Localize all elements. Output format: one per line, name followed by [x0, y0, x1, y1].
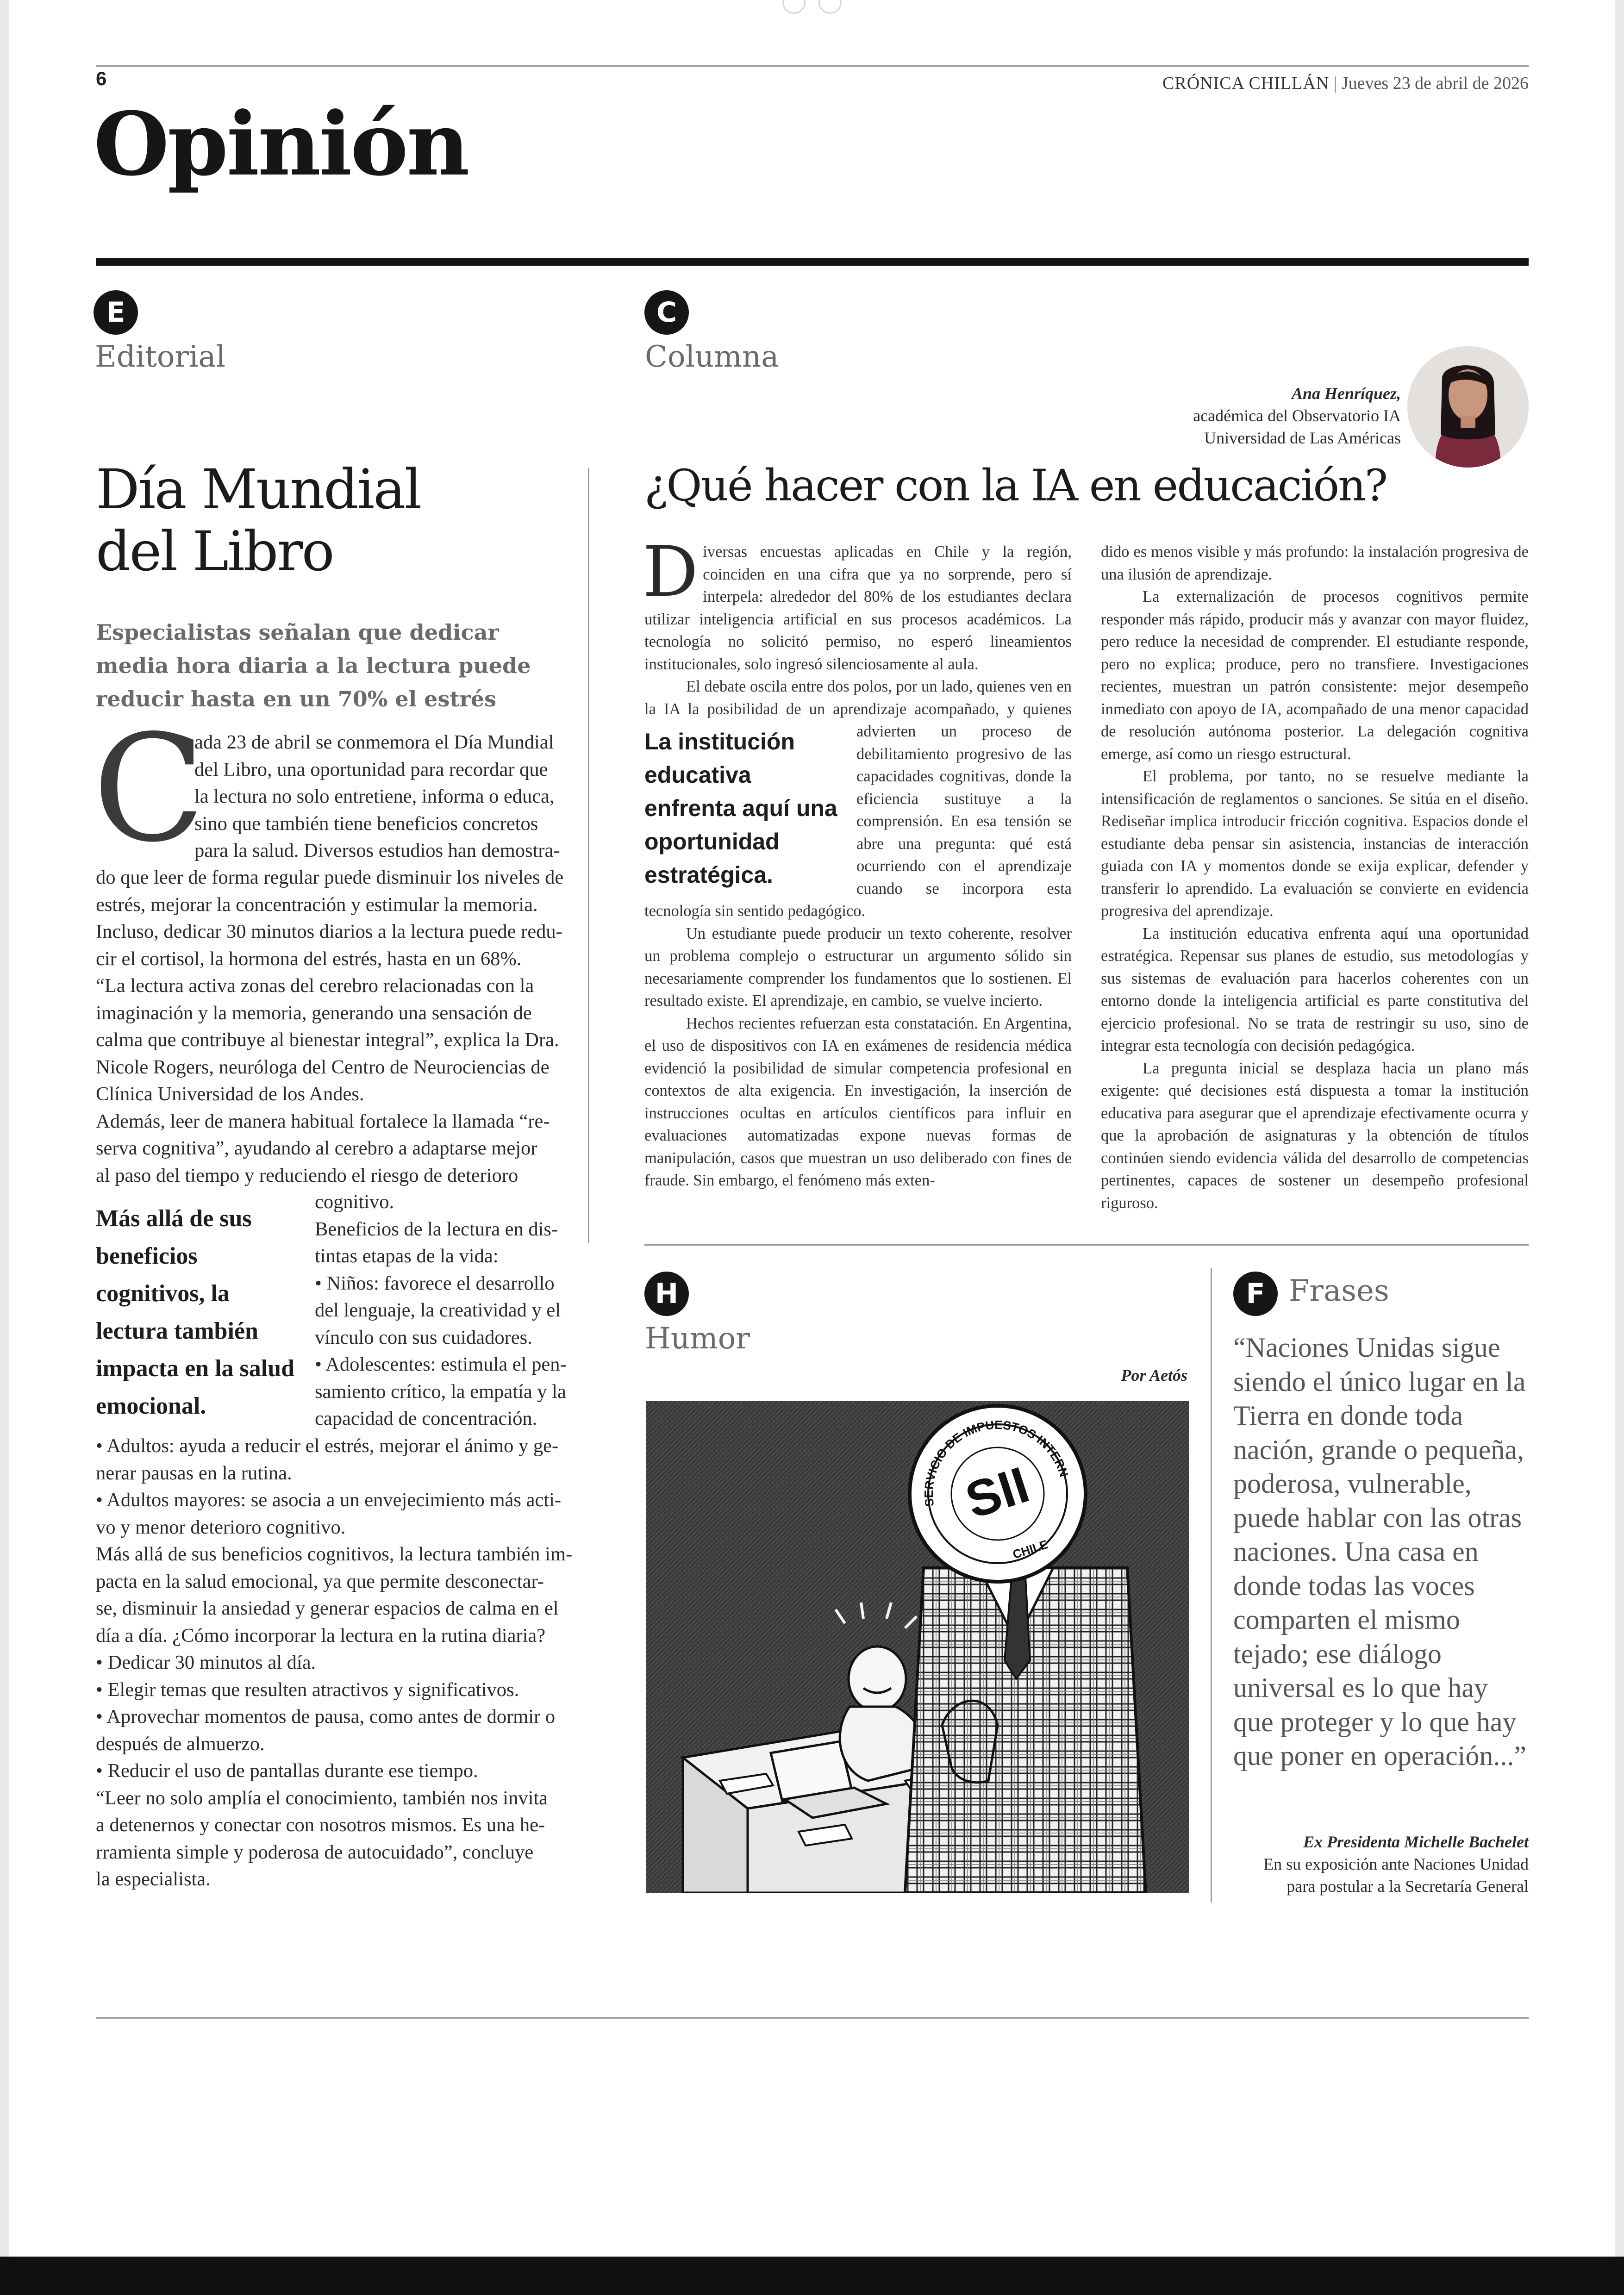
text-line: se, disminuir la ansiedad y generar espacios de calma en el — [96, 1597, 559, 1619]
editorial-title — [96, 458, 420, 582]
text-line: vínculo con sus cuidadores. — [315, 1326, 532, 1348]
text-line: ada 23 de abril se conmemora el Día Mundial — [194, 731, 554, 753]
column-paragraph: El problema, por tanto, no se resuelve mediante la intensificación de reglamentos o sanciones. Se sitúa en el diseño. Rediseñar implica introducir fricción cognitiva. Espacios donde el estudiante deba pensar sin asistencia, instancias de interacción guiada con IA y momentos donde se exija explicar, defender y transferir lo aprendido. La evaluación se convierte en evidencia progresiva del aprendizaje. — [1101, 767, 1529, 920]
text-line: cognitivo. — [315, 1191, 394, 1213]
page-number: 6 — [96, 68, 107, 89]
author-byline — [1065, 382, 1401, 449]
editorial-body — [96, 864, 563, 1189]
text-line: • Adolescentes: estimula el pen- — [315, 1353, 567, 1375]
column-badge: C — [644, 290, 689, 335]
publication-name: CRÓNICA CHILLÁN — [1162, 74, 1330, 93]
frases-context: para postular a la Secretaría General — [1287, 1877, 1529, 1896]
editorial-body-right — [315, 1189, 567, 1433]
text-line: • Reducir el uso de pantallas durante ese tiempo. — [96, 1760, 478, 1782]
author-institution: Universidad de Las Américas — [1204, 429, 1401, 447]
humor-credit: Por Aetós — [1121, 1366, 1187, 1384]
section-title: Opinión — [94, 93, 468, 195]
editorial-drop-cap: C — [93, 703, 206, 874]
editorial-title-line2: del Libro — [96, 519, 333, 583]
editorial-label: Editorial — [95, 340, 226, 374]
text-line: Nicole Rogers, neuróloga del Centro de Neurociencias de — [96, 1056, 550, 1078]
text-line: calma que contribuye al bienestar integral”, explica la Dra. — [96, 1029, 559, 1051]
text-line: • Dedicar 30 minutos al día. — [96, 1652, 316, 1673]
text-line: • Aprovechar momentos de pausa, como antes de dormir o — [96, 1706, 556, 1727]
column-paragraph: La institución educativa enfrenta aquí una oportunidad estratégica. Repensar sus planes de estudio, sus metodologías y sus sistemas de evaluación para hacerlos coherentes con un entorno donde la inteligencia artificial es parte constitutiva del ejercicio profesional. No se trata de restringir su uso, sino de integrar esta tecnología con decisión pedagógica. — [1101, 924, 1529, 1054]
page-nav-dots[interactable] — [782, 0, 843, 14]
text-line: Clínica Universidad de los Andes. — [96, 1083, 364, 1105]
column-paragraph-continued: dido es menos visible y más profundo: la instalación progresiva de una ilusión de aprendizaje. — [1101, 543, 1529, 583]
masthead-line — [1162, 73, 1529, 94]
column-paragraph: La externalización de procesos cognitivos permite responder más rápido, producir más y avanzar con mayor fluidez, pero reduce la necesidad de comprender. El estudiante responde, pero no explica; produce, pero no transfiere. Investigaciones recientes, muestran un patrón consistente: mejor desempeño inmediato con apoyo de IA, acompañado de una menor capacidad de resolución autónoma posterior. La delegación cognitiva emerge, así como un riesgo estructural. — [1101, 588, 1529, 763]
text-line: “La lectura activa zonas del cerebro relacionadas con la — [96, 975, 534, 997]
frases-divider — [1211, 1268, 1212, 1902]
section-rule — [96, 258, 1529, 266]
publication-date: Jueves 23 de abril de 2026 — [1341, 74, 1529, 93]
column-label: Columna — [645, 340, 779, 374]
text-line: Beneficios de la lectura en dis- — [315, 1218, 558, 1240]
text-line: sino que también tiene beneficios concretos — [194, 812, 538, 835]
frases-author: Ex Presidenta Michelle Bachelet — [1303, 1833, 1529, 1851]
header-rule — [96, 65, 1529, 67]
column-paragraph: La pregunta inicial se desplaza hacia un plano más exigente: qué decisiones está dispuesta a tomar la institución educativa para asegurar que el aprendizaje efectivamente ocurra y que la aprobación de asignaturas y la obtención de títulos continúen siendo evidencia válida del desarrollo de competencias pertinentes, capaces de sostener un desempeño profesional riguroso. — [1101, 1059, 1529, 1212]
column-paragraph: Hechos recientes refuerzan esta constatación. En Argentina, el uso de dispositivos con IA en exámenes de residencia médica evidenció la posibilidad de simular competencia profesional en contextos de alta exigencia. En investigación, la inserción de instrucciones ocultas en artículos científicos para influir en evaluaciones automatizadas expone nuevas formas de manipulación, casos que muestran un uso deliberado con fines de fraude. Sin embargo, el fenómeno más exten- — [644, 1014, 1072, 1189]
text-line: día a día. ¿Cómo incorporar la lectura en la rutina diaria? — [96, 1624, 546, 1646]
editorial-title-line1: Día Mundial — [96, 457, 421, 521]
text-line: “Leer no solo amplía el conocimiento, también nos invita — [96, 1787, 548, 1809]
text-line: • Niños: favorece el desarrollo — [315, 1272, 555, 1294]
editorial-body-bottom — [96, 1433, 572, 1893]
right-margin-strip — [1615, 0, 1624, 2295]
author-role: académica del Observatorio IA — [1193, 406, 1401, 425]
column-title: ¿Qué hacer con la IA en educación? — [644, 461, 1387, 511]
frases-badge: F — [1233, 1272, 1278, 1316]
text-line: después de almuerzo. — [96, 1733, 265, 1755]
text-line: Incluso, dedicar 30 minutos diarios a la lectura puede redu- — [96, 921, 562, 942]
editorial-deck: Especialistas señalan que dedicar media hora diaria a la lectura puede reducir hasta en un 70% el estrés — [96, 620, 531, 711]
page-bottom-rule — [96, 2017, 1529, 2019]
text-line: pacta en la salud emocional, ya que permite desconectar- — [96, 1570, 544, 1592]
text-line: samiento crítico, la empatía y la — [315, 1380, 566, 1403]
frases-attribution — [1204, 1831, 1529, 1897]
text-line: la lectura no solo entretiene, informa o educa, — [194, 786, 555, 807]
seal-text: SERVICIO DE IMPUESTOS INTERNOS — [921, 1417, 1071, 1508]
text-line: serva cognitiva”, ayudando al cerebro a adaptarse mejor — [96, 1137, 537, 1159]
column-text-left — [643, 532, 1072, 1192]
column-drop-cap: D — [643, 532, 699, 612]
text-line: estrés, mejorar la concentración y estimular la memoria. — [96, 893, 538, 916]
text-line: rramienta simple y poderosa de autocuidado”, concluye — [96, 1841, 534, 1863]
text-line: vo y menor deterioro cognitivo. — [96, 1516, 346, 1538]
text-line: capacidad de concentración. — [315, 1408, 537, 1429]
text-line: del lenguaje, la creatividad y el — [315, 1299, 561, 1321]
seal-country: CHILE — [1011, 1537, 1050, 1562]
frases-quote: “Naciones Unidas sigue siendo el único lugar en la Tierra en donde toda nación, grande o pequeña, poderosa, vulnerable, puede hablar con las otras naciones. Una casa en donde todas las voces comparten el mismo tejado; ese diálogo universal es lo que hay que proteger y lo que hay que poner en operación...” — [1233, 1332, 1527, 1771]
text-line: nerar pausas en la rutina. — [96, 1462, 292, 1484]
editorial-badge: E — [94, 290, 138, 335]
text-line: la especialista. — [96, 1868, 211, 1890]
text-line: • Adultos mayores: se asocia a un envejecimiento más acti- — [96, 1489, 562, 1511]
humor-badge: H — [644, 1272, 689, 1316]
text-line: Más allá de sus beneficios cognitivos, la lectura también im- — [96, 1543, 573, 1565]
author-name: Ana Henríquez, — [1291, 384, 1401, 403]
left-margin-strip — [0, 0, 9, 2295]
text-line: para la salud. Diversos estudios han demostra- — [194, 840, 560, 861]
humor-label: Humor — [645, 1322, 750, 1356]
seal-logo: SII — [959, 1456, 1036, 1529]
text-line: al paso del tiempo y reduciendo el riesgo de deterioro — [96, 1164, 518, 1186]
humor-cartoon — [646, 1401, 1189, 1893]
column-pull-quote: La institución educativa enfrenta aquí una oportunidad estratégica. — [644, 729, 837, 888]
column-paragraph: El debate oscila entre dos polos, por un lado, quienes ven en la IA la posibilidad de un aprendizaje acompañado, y quie La institución educativa enfrenta aquí una oportunidad estratégica. nes advierten un proceso de debilitamiento progresivo de las capacidades cognitivas, donde la eficiencia sustituye a la comprensión. En esa tensión se abre una pregunta: qué está ocurriendo con el aprendizaje cuando se incorpora esta tecnología sin sentido pedagógico. — [644, 678, 1072, 920]
text-line: do que leer de forma regular puede disminuir los niveles de — [96, 867, 564, 888]
author-photo — [1407, 346, 1529, 468]
text-line: Además, leer de manera habitual fortalece la llamada “re- — [96, 1110, 550, 1132]
editorial-pull-quote: Más allá de sus beneficios cognitivos, la lectura también impacta en la salud emocional. — [96, 1205, 295, 1419]
bottom-bar — [0, 2257, 1624, 2295]
editorial-intro — [194, 729, 560, 865]
column-paragraph: iversas encuestas aplicadas en Chile y la región, coinciden en una cifra que ya no sorprende, pero sí interpela: alrededor del 80% de los estudiantes declara utilizar inteligencia artificial en sus procesos académicos. La tecnología no solicitó permiso, no esperó lineamientos institucionales, solo ingresó silenciosamente al aula. — [644, 543, 1072, 673]
masthead-separator: | — [1333, 74, 1337, 93]
text-line: imaginación y la memoria, generando una sensación de — [96, 1002, 532, 1024]
text-line: cir el cortisol, la hormona del estrés, hasta en un 68%. — [96, 948, 522, 970]
column-paragraph: Un estudiante puede producir un texto coherente, resolver un problema complejo o estructurar un argumento sólido sin necesariamente comprender los fundamentos que lo sostienen. El resultado existe. El aprendizaje, en cambio, se vuelve incierto. — [644, 924, 1072, 1010]
text-line: • Elegir temas que resulten atractivos y significativos. — [96, 1678, 519, 1701]
column-bottom-rule — [644, 1244, 1529, 1246]
text-line: • Adultos: ayuda a reducir el estrés, mejorar el ánimo y ge- — [96, 1435, 559, 1457]
editorial-divider — [588, 468, 589, 1243]
frases-label: Frases — [1289, 1274, 1389, 1308]
frases-context: En su exposición ante Naciones Unidad — [1263, 1855, 1529, 1873]
text-line: del Libro, una oportunidad para recordar que — [194, 758, 548, 780]
text-line: a detenernos y conectar con nosotros mismos. Es una he- — [96, 1814, 545, 1836]
column-text-right — [1101, 541, 1529, 1214]
text-line: tintas etapas de la vida: — [315, 1245, 499, 1267]
